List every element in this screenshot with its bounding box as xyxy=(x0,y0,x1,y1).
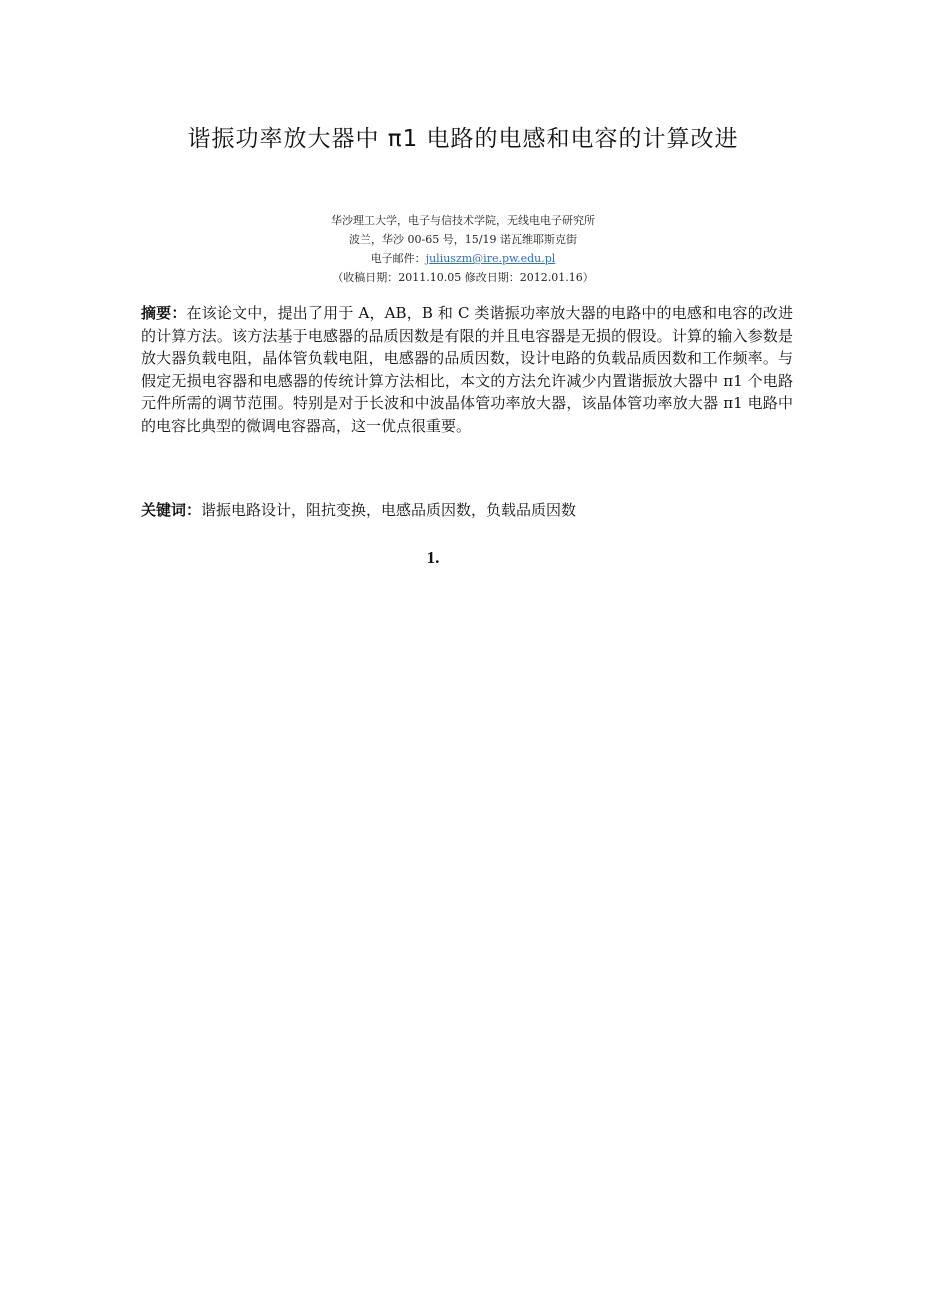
keywords-label: 关键词： xyxy=(141,501,202,519)
dates-line: （收稿日期：2011.10.05 修改日期：2012.01.16） xyxy=(332,271,594,284)
section-heading-number: 1. xyxy=(426,548,440,567)
affiliation-block xyxy=(0,211,926,287)
keywords xyxy=(141,499,793,521)
affiliation-line: 华沙理工大学，电子与信技术学院，无线电电子研究所 xyxy=(331,214,595,227)
email-link[interactable]: juliuszm@ire.pw.edu.pl xyxy=(425,252,556,265)
keywords-text: 谐振电路设计，阻抗变换，电感品质因数，负载品质因数 xyxy=(201,501,577,519)
abstract-label: 摘要： xyxy=(141,304,187,322)
address-line: 波兰，华沙 00-65 号，15/19 诺瓦维耶斯克街 xyxy=(349,233,577,246)
abstract xyxy=(141,302,793,437)
abstract-text: 在该论文中，提出了用于 A，AB，B 和 C 类谐振功率放大器的电路中的电感和电容的改进的计算方法。该方法基于电感器的品质因数是有限的并且电容器是无损的假设。计算的输入参数是放大器负载电阻，晶体管负载电阻，电感器的品质因数，设计电路的负载品质因数和工作频率。与假定无损电容器和电感器的传统计算方法相比，本文的方法允许减少内置谐振放大器中 π1 个电路元件所需的调节范围。特别是对于长波和中波晶体管功率放大器，该晶体管功率放大器 π1 电路中的电容比典型的微调电容器高，这一优点很重要。 xyxy=(141,304,793,435)
email-prefix: 电子邮件： xyxy=(370,252,426,265)
paper-title: 谐振功率放大器中 π1 电路的电感和电容的计算改进 xyxy=(187,126,739,152)
email-line xyxy=(0,249,926,268)
